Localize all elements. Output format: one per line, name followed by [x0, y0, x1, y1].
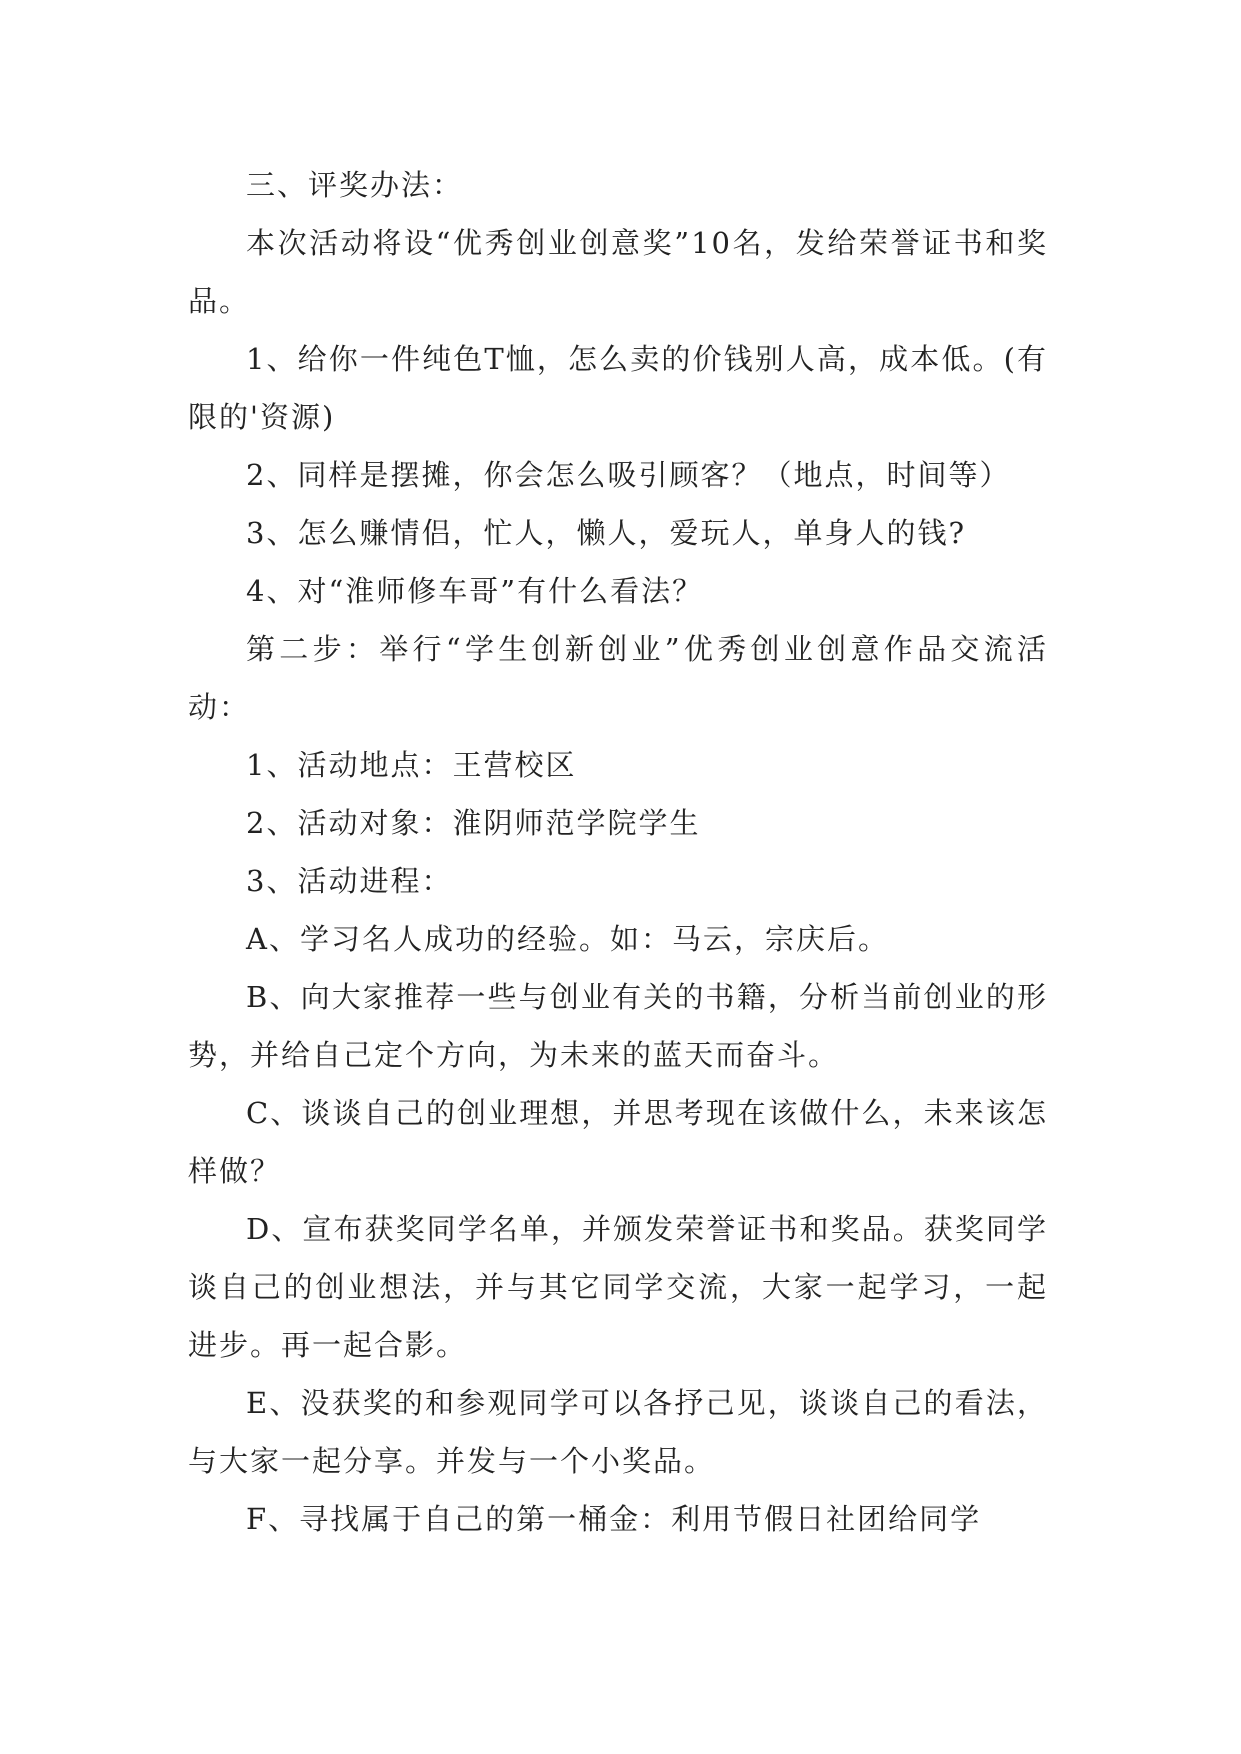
process-item-c: C、谈谈自己的创业理想，并思考现在该做什么，未来该怎样做？	[188, 1096, 1048, 1188]
section-heading-award-method: 三、评奖办法：	[246, 168, 464, 202]
process-item-a: A、学习名人成功的经验。如：马云，宗庆后。	[246, 922, 889, 956]
process-item-f: F、寻找属于自己的第一桶金：利用节假日社团给同学	[246, 1502, 982, 1536]
document-body	[188, 156, 1048, 1548]
paragraph-award-setup: 本次活动将设“优秀创业创意奖”10名，发给荣誉证书和奖品。	[188, 226, 1048, 318]
question-item-4: 4、对“淮师修车哥”有什么看法？	[246, 574, 704, 608]
activity-audience: 2、活动对象：淮阴师范学院学生	[246, 806, 701, 840]
process-item-d: D、宣布获奖同学名单，并颁发荣誉证书和奖品。获奖同学谈自己的创业想法，并与其它同学交流，大家一起学习，一起进步。再一起合影。	[188, 1212, 1048, 1362]
process-item-b: B、向大家推荐一些与创业有关的书籍，分析当前创业的形势，并给自己定个方向，为未来的蓝天而奋斗。	[188, 980, 1048, 1072]
question-item-1: 1、给你一件纯色T恤，怎么卖的价钱别人高，成本低。(有限的'资源)	[188, 342, 1048, 434]
step-two-heading: 第二步：举行“学生创新创业”优秀创业创意作品交流活动：	[188, 632, 1048, 724]
question-item-3: 3、怎么赚情侣，忙人，懒人，爱玩人，单身人的钱?	[246, 516, 966, 550]
activity-process-heading: 3、活动进程：	[246, 864, 453, 898]
question-item-2: 2、同样是摆摊，你会怎么吸引顾客？（地点，时间等）	[246, 458, 1011, 492]
activity-location: 1、活动地点：王营校区	[246, 748, 577, 782]
process-item-e: E、没获奖的和参观同学可以各抒己见，谈谈自己的看法，与大家一起分享。并发与一个小奖品。	[188, 1386, 1048, 1478]
